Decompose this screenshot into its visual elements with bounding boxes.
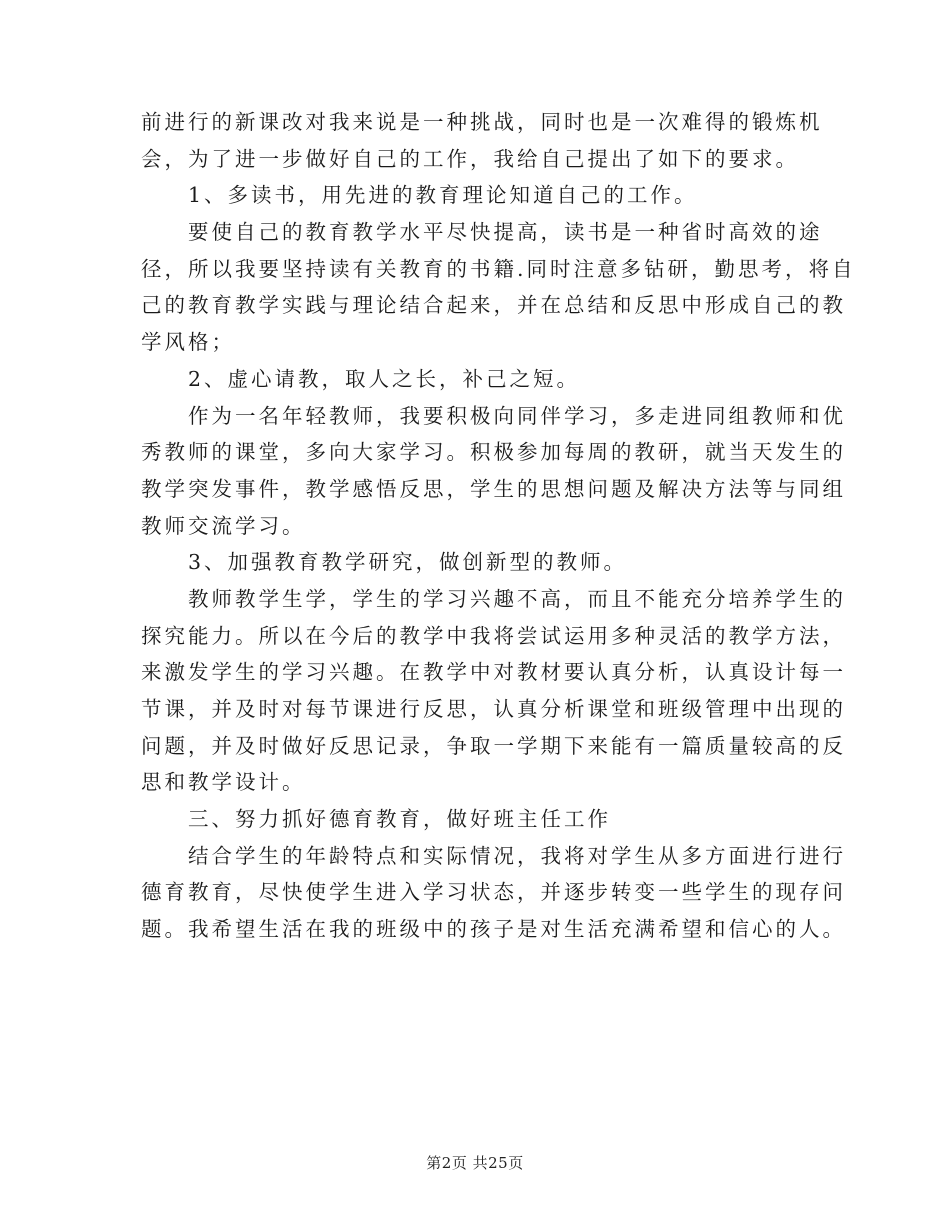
list-item-heading: 1、多读书，用先进的教育理论知道自己的工作。 — [188, 183, 698, 208]
text-line: 思和教学设计。 — [141, 770, 306, 795]
text-line: 己的教育教学实践与理论结合起来，并在总结和反思中形成自己的教 — [141, 293, 846, 318]
text-line: 会，为了进一步做好自己的工作，我给自己提出了如下的要求。 — [141, 146, 799, 171]
section-heading: 三、努力抓好德育教育，做好班主任工作 — [188, 807, 611, 832]
text-line: 学风格； — [141, 330, 235, 355]
text-line: 要使自己的教育教学水平尽快提高，读书是一种省时高效的途 — [188, 220, 823, 245]
text-line: 节课，并及时对每节课进行反思，认真分析课堂和班级管理中出现的 — [141, 697, 846, 721]
text-line: 探究能力。所以在今后的教学中我将尝试运用多种灵活的教学方法， — [141, 623, 846, 648]
list-item-heading: 2、虚心请教，取人之长，补己之短。 — [188, 366, 581, 391]
text-line: 题。我希望生活在我的班级中的孩子是对生活充满希望和信心的人。 — [141, 917, 846, 942]
text-line: 教学突发事件，教学感悟反思，学生的思想问题及解决方法等与同组 — [141, 476, 846, 501]
text-line: 结合学生的年龄特点和实际情况，我将对学生从多方面进行进行 — [188, 843, 846, 868]
text-line: 前进行的新课改对我来说是一种挑战，同时也是一次难得的锻炼机 — [141, 110, 823, 134]
page-number: 第2页 共25页 — [426, 1154, 524, 1172]
text-line: 来激发学生的学习兴趣。在教学中对教材要认真分析，认真设计每一 — [141, 660, 846, 685]
text-line: 秀教师的课堂，多向大家学习。积极参加每周的教研，就当天发生的 — [141, 440, 846, 465]
text-line: 德育教育，尽快使学生进入学习状态，并逐步转变一些学生的现存问 — [141, 880, 846, 905]
text-line: 径，所以我要坚持读有关教育的书籍.同时注意多钻研，勤思考，将自 — [141, 256, 856, 281]
text-line: 作为一名年轻教师，我要积极向同伴学习，多走进同组教师和优 — [188, 403, 846, 428]
text-line: 教师教学生学，学生的学习兴趣不高，而且不能充分培养学生的 — [188, 586, 846, 611]
document-body — [141, 104, 856, 948]
list-item-heading: 3、加强教育教学研究，做创新型的教师。 — [188, 550, 628, 575]
text-line: 教师交流学习。 — [141, 513, 306, 538]
text-line: 问题，并及时做好反思记录，争取一学期下来能有一篇质量较高的反 — [141, 733, 846, 758]
